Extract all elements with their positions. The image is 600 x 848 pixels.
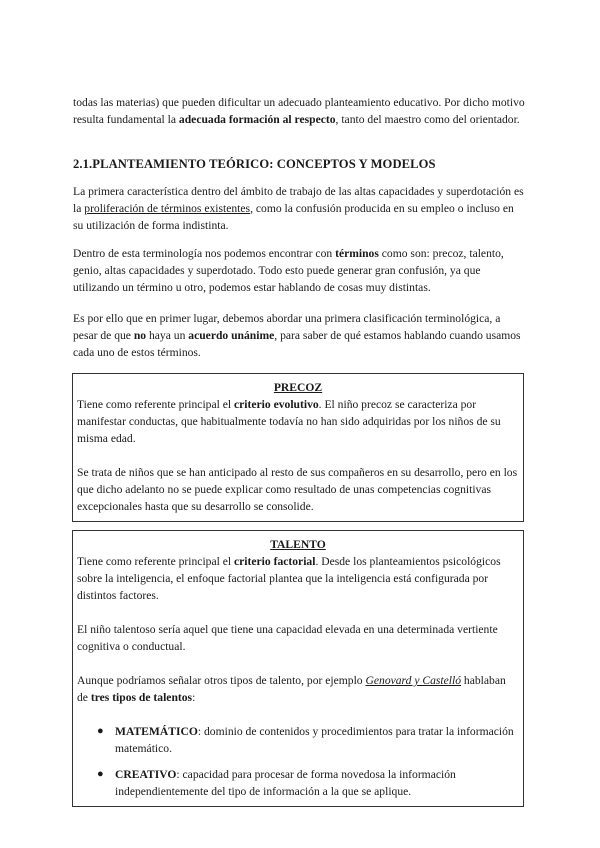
section-heading: 2.1.PLANTEAMIENTO TEÓRICO: CONCEPTOS Y MODELOS [73, 157, 436, 171]
p4-bold-agreement: acuerdo unánime [188, 329, 275, 342]
intro-paragraph [73, 94, 525, 128]
talento-title: TALENTO [270, 538, 326, 551]
talento-box [72, 530, 524, 807]
talento-criterion: criterio factorial [234, 555, 316, 568]
list-item-description: : dominio de contenidos y procedimientos para tratar la información matemático. [115, 725, 514, 755]
list-item [77, 766, 519, 800]
paragraph-classification [73, 310, 525, 361]
talento-types-text-mid: hablaban de [77, 674, 506, 704]
precoz-box [72, 373, 524, 522]
spacer [77, 604, 519, 621]
talento-definition [77, 553, 519, 604]
paragraph-terms [73, 245, 525, 296]
p2-text: La primera característica dentro del ámbito de trabajo de las altas capacidades y superdotación es la [73, 185, 524, 215]
talento-types-text: Aunque podríamos señalar otros tipos de talento, por ejemplo [77, 674, 366, 687]
precoz-criterion: criterio evolutivo [234, 398, 319, 411]
precoz-definition [77, 396, 519, 447]
p4-text-mid: haya un [146, 329, 189, 342]
precoz-title: PRECOZ [273, 381, 323, 394]
list-item-term: MATEMÁTICO [115, 725, 198, 738]
p4-text: Es por ello que en primer lugar, debemos abordar una primera clasificación terminológica, a pesar de que [73, 312, 501, 342]
authors-link[interactable]: Genovard y Castelló [365, 674, 462, 687]
talento-types-colon: : [192, 691, 196, 704]
talento-text-end: . Desde los planteamientos psicológicos sobre la inteligencia, el enfoque factorial plantea que la inteligencia está configurada por distintos factores. [77, 555, 501, 602]
spacer [77, 706, 519, 723]
bullet-icon: ● [97, 725, 104, 737]
p3-bold: términos [335, 247, 379, 260]
spacer [77, 655, 519, 672]
talento-description: El niño talentoso sería aquel que tiene una capacidad elevada en una determinada vertiente cognitiva o conductual. [77, 623, 498, 653]
p4-text-end: , para saber de qué estamos hablando cuando usamos cada uno de estos términos. [73, 329, 521, 359]
paragraph-proliferation [73, 183, 525, 234]
p3-text: Dentro de esta terminología nos podemos encontrar con [73, 247, 336, 260]
p3-text-end: como son: precoz, talento, genio, altas capacidades y superdotado. Todo esto puede generar gran confusión, ya que utilizando un término u otro, podemos estar hablando de cosas muy distintas. [73, 247, 504, 294]
p2-text-end: , como la confusión producida en su empleo o incluso en su utilización de forma indistinta. [73, 202, 514, 232]
precoz-text: Tiene como referente principal el [77, 398, 234, 411]
talento-types-intro [77, 672, 519, 706]
intro-text: todas las materias) que pueden dificultar un adecuado planteamiento educativo. Por dicho motivo resulta fundamental la [73, 96, 525, 126]
list-item-description: : capacidad para procesar de forma novedosa la información independientemente del tipo de información a la que se aplique. [115, 768, 456, 798]
p4-bold-no: no [133, 329, 147, 342]
list-item-term: CREATIVO [115, 768, 177, 781]
talento-types-bold: tres tipos de talentos [90, 691, 193, 704]
precoz-description: Se trata de niños que se han anticipado al resto de sus compañeros en su desarrollo, pero en los que dicho adelanto no se puede explicar como resultado de unas competencias cognitivas excepcionales hasta que su desarrollo se consolide. [77, 466, 518, 513]
intro-bold: adecuada formación al respecto [178, 113, 336, 126]
precoz-text-end: . El niño precoz se caracteriza por manifestar conductas, que habitualmente todavía no han sido adquiridas por los niños de su misma edad. [77, 398, 501, 445]
bullet-icon: ● [97, 768, 104, 780]
intro-text-end: , tanto del maestro como del orientador. [335, 113, 520, 126]
p2-underlined: proliferación de términos existentes [84, 202, 251, 215]
talento-text: Tiene como referente principal el [77, 555, 234, 568]
list-item [77, 723, 519, 757]
talent-types-list [77, 723, 519, 800]
spacer [77, 447, 519, 464]
